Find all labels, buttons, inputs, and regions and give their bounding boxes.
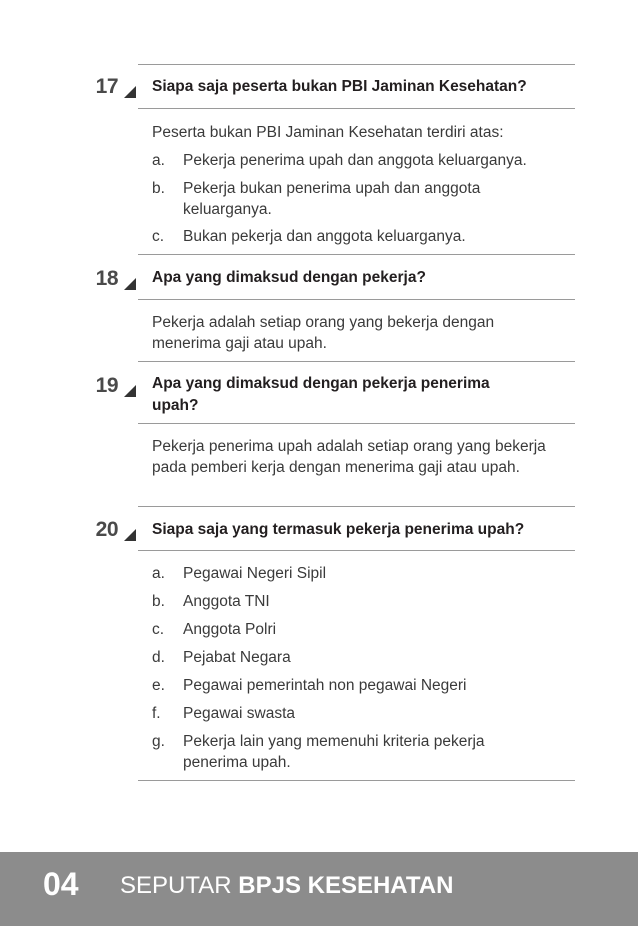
list-letter: f. [152, 705, 161, 722]
list-letter: c. [152, 228, 165, 245]
list-letter: c. [152, 621, 165, 638]
divider [138, 108, 575, 109]
list-text: Pekerja penerima upah dan anggota keluarganya. [183, 152, 527, 169]
list-letter: b. [152, 593, 165, 610]
list-text: Anggota Polri [183, 621, 277, 638]
divider [138, 423, 575, 424]
question-number: 17 [95, 75, 118, 98]
list-text: Pekerja bukan penerima upah dan anggota keluarganya. [183, 180, 481, 218]
triangle-marker-icon [124, 529, 136, 541]
list-text: Pegawai Negeri Sipil [183, 565, 327, 582]
footer-title-bold: BPJS KESEHATAN [238, 872, 454, 899]
question-number: 18 [95, 267, 118, 290]
footer-title-light: SEPUTAR [120, 872, 232, 899]
list-letter: a. [152, 152, 165, 169]
triangle-marker-icon [124, 86, 136, 98]
list-letter: d. [152, 649, 165, 666]
divider [138, 780, 575, 781]
question-text: Siapa saja peserta bukan PBI Jaminan Kesehatan? [152, 78, 527, 95]
divider [138, 361, 575, 362]
question-text: Apa yang dimaksud dengan pekerja? [152, 269, 426, 286]
page-footer [0, 852, 638, 926]
list-letter: b. [152, 180, 165, 197]
footer-title [120, 872, 453, 900]
list-letter: g. [152, 733, 165, 750]
divider [138, 506, 575, 507]
divider [138, 550, 575, 551]
triangle-marker-icon [124, 385, 136, 397]
list-text: Pegawai swasta [183, 705, 296, 722]
divider [138, 64, 575, 65]
list-letter: e. [152, 677, 165, 694]
question-number: 20 [95, 518, 118, 541]
list-text: Pegawai pemerintah non pegawai Negeri [183, 677, 467, 694]
question-text: Apa yang dimaksud dengan pekerja penerima upah? [152, 375, 490, 414]
list-letter: a. [152, 565, 165, 582]
list-text: Anggota TNI [183, 593, 270, 610]
list-text: Pekerja lain yang memenuhi kriteria pekerja penerima upah. [183, 733, 485, 771]
divider [138, 299, 575, 300]
list-text: Bukan pekerja dan anggota keluarganya. [183, 228, 466, 245]
list-text: Pejabat Negara [183, 649, 291, 666]
page-number: 04 [43, 866, 79, 902]
question-text: Siapa saja yang termasuk pekerja penerima upah? [152, 521, 525, 538]
question-number: 19 [95, 374, 118, 397]
divider [138, 254, 575, 255]
triangle-marker-icon [124, 278, 136, 290]
answer-text: Pekerja adalah setiap orang yang bekerja dengan menerima gaji atau upah. [152, 314, 495, 352]
answer-intro: Peserta bukan PBI Jaminan Kesehatan terdiri atas: [152, 124, 504, 141]
answer-text: Pekerja penerima upah adalah setiap orang yang bekerja pada pemberi kerja dengan menerima gaji atau upah. [152, 438, 546, 476]
